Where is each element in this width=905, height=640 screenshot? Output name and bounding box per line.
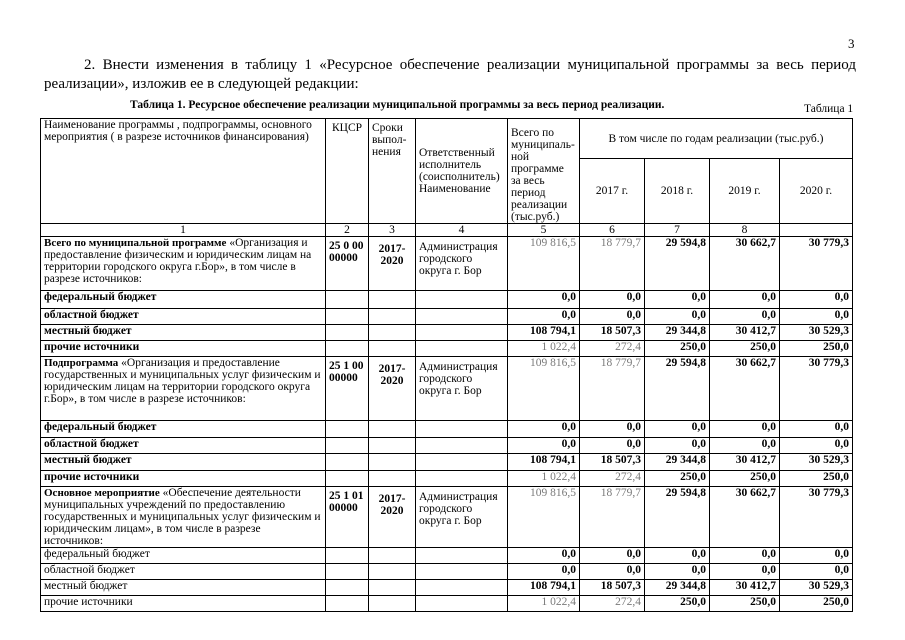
value-2019: 0,0: [710, 438, 780, 454]
source-row-federal: [41, 421, 853, 438]
value-2020: 0,0: [780, 548, 853, 564]
source-row-local: [41, 325, 853, 341]
header-year-2020: 2020 г.: [780, 159, 853, 224]
value-2020: 0,0: [780, 291, 853, 309]
value-2018: 0,0: [645, 438, 710, 454]
source-label: федеральный бюджет: [41, 548, 326, 564]
value-total: 108 794,1: [508, 325, 580, 341]
value-total: 108 794,1: [508, 580, 580, 596]
value-2018: 0,0: [645, 309, 710, 325]
value-total: 109 816,5: [508, 487, 580, 548]
source-label: областной бюджет: [41, 564, 326, 580]
col-number: 6: [580, 224, 645, 237]
intro-text: 2. Внести изменения в таблицу 1 «Ресурсное обеспечение реализации муниципальной программы за весь период реализации», изложив ее в следующей редакции:: [44, 57, 856, 92]
source-label: областной бюджет: [41, 309, 326, 325]
column-number-row: [41, 224, 853, 237]
value-2019: 30 412,7: [710, 454, 780, 471]
source-label: федеральный бюджет: [41, 421, 326, 438]
section-executor: Администрация городского округа г. Бор: [416, 237, 508, 291]
value-2019: 0,0: [710, 564, 780, 580]
value-2017: 0,0: [580, 291, 645, 309]
section-years: 2017-2020: [369, 237, 416, 291]
intro-paragraph: [44, 56, 856, 94]
source-row-regional: [41, 564, 853, 580]
value-2018: 29 594,8: [645, 487, 710, 548]
col-number: 8: [710, 224, 780, 237]
col-number: 7: [645, 224, 710, 237]
section-years: 2017-2020: [369, 487, 416, 548]
value-total: 109 816,5: [508, 237, 580, 291]
source-row-other: [41, 341, 853, 357]
source-label: местный бюджет: [41, 454, 326, 471]
header-total: Всего по муниципаль-ной программе за весь период реализации (тыс.руб.): [508, 119, 580, 224]
value-2020: 0,0: [780, 421, 853, 438]
section-row-program: [41, 237, 853, 291]
source-row-regional: [41, 438, 853, 454]
source-row-local: [41, 454, 853, 471]
header-terms: Сроки выпол-нения: [369, 119, 416, 224]
value-2020: 250,0: [780, 341, 853, 357]
value-2017: 18 779,7: [580, 357, 645, 421]
section-title-bold: Всего по муниципальной программе: [44, 237, 227, 249]
section-executor: Администрация городского округа г. Бор: [416, 357, 508, 421]
header-by-years: В том числе по годам реализации (тыс.руб.): [580, 119, 853, 159]
col-number: 2: [326, 224, 369, 237]
value-2019: 250,0: [710, 596, 780, 612]
value-2017: 0,0: [580, 421, 645, 438]
header-year-2018: 2018 г.: [645, 159, 710, 224]
source-row-regional: [41, 309, 853, 325]
value-2018: 29 344,8: [645, 580, 710, 596]
value-2018: 250,0: [645, 341, 710, 357]
col-number: 3: [369, 224, 416, 237]
source-label: прочие источники: [41, 341, 326, 357]
value-total: 109 816,5: [508, 357, 580, 421]
header-kcsr: КЦСР: [326, 119, 369, 224]
value-2018: 29 344,8: [645, 454, 710, 471]
value-2017: 0,0: [580, 438, 645, 454]
value-2020: 250,0: [780, 596, 853, 612]
value-2019: 30 662,7: [710, 487, 780, 548]
source-row-other: [41, 471, 853, 487]
value-2017: 18 507,3: [580, 580, 645, 596]
source-row-federal: [41, 291, 853, 309]
value-total: 0,0: [508, 548, 580, 564]
value-2019: 30 662,7: [710, 357, 780, 421]
value-2020: 0,0: [780, 564, 853, 580]
value-2019: 0,0: [710, 421, 780, 438]
value-2020: 0,0: [780, 438, 853, 454]
section-row-subprogram: [41, 357, 853, 421]
value-total: 0,0: [508, 438, 580, 454]
header-executor: Ответственный исполнитель (соисполнитель) Наименование: [416, 119, 508, 224]
source-label: федеральный бюджет: [41, 291, 326, 309]
value-2019: 250,0: [710, 471, 780, 487]
value-2018: 0,0: [645, 291, 710, 309]
section-code: 25 1 01 00000: [326, 487, 369, 548]
value-total: 0,0: [508, 309, 580, 325]
source-label: областной бюджет: [41, 438, 326, 454]
col-number: 5: [508, 224, 580, 237]
section-title-rest: «Организация и предоставление государственных и муниципальных услуг физическим и юридическим лицам на территории городского округа г.Бор», в том числе в разрезе источников:: [44, 357, 321, 405]
header-row-1: [41, 119, 853, 159]
value-2017: 272,4: [580, 596, 645, 612]
value-2017: 0,0: [580, 548, 645, 564]
value-total: 1 022,4: [508, 471, 580, 487]
value-2019: 0,0: [710, 548, 780, 564]
value-2017: 0,0: [580, 309, 645, 325]
resource-table: [40, 118, 853, 612]
value-2020: 30 529,3: [780, 580, 853, 596]
value-2018: 0,0: [645, 548, 710, 564]
source-label: местный бюджет: [41, 580, 326, 596]
section-title-rest: «Организация и предоставление физическим и юридическим лицам на территории городского округа г.Бор», в том числе в разрезе источников:: [44, 237, 312, 285]
value-2018: 0,0: [645, 421, 710, 438]
value-total: 1 022,4: [508, 341, 580, 357]
col-number: 4: [416, 224, 508, 237]
value-total: 0,0: [508, 291, 580, 309]
value-2017: 0,0: [580, 564, 645, 580]
value-2020: 0,0: [780, 309, 853, 325]
value-2017: 18 507,3: [580, 454, 645, 471]
value-2018: 250,0: [645, 596, 710, 612]
section-title-bold: Основное мероприятие: [44, 487, 160, 499]
col-number: 1: [41, 224, 326, 237]
source-row-federal: [41, 548, 853, 564]
source-label: местный бюджет: [41, 325, 326, 341]
value-2020: 30 529,3: [780, 454, 853, 471]
value-2020: 250,0: [780, 471, 853, 487]
section-title: [41, 487, 326, 548]
value-2017: 272,4: [580, 471, 645, 487]
source-row-local: [41, 580, 853, 596]
source-label: прочие источники: [41, 596, 326, 612]
value-2018: 29 344,8: [645, 325, 710, 341]
value-2020: 30 529,3: [780, 325, 853, 341]
value-total: 108 794,1: [508, 454, 580, 471]
value-2019: 30 412,7: [710, 580, 780, 596]
value-2020: 30 779,3: [780, 237, 853, 291]
value-2017: 18 507,3: [580, 325, 645, 341]
value-2017: 18 779,7: [580, 487, 645, 548]
header-year-2017: 2017 г.: [580, 159, 645, 224]
value-total: 0,0: [508, 564, 580, 580]
header-name: Наименование программы , подпрограммы, основного мероприятия ( в разрезе источников финансирования): [41, 119, 326, 224]
value-2017: 272,4: [580, 341, 645, 357]
value-2019: 30 662,7: [710, 237, 780, 291]
value-2018: 250,0: [645, 471, 710, 487]
section-title-bold: Подпрограмма: [44, 357, 119, 369]
value-2019: 0,0: [710, 309, 780, 325]
section-code: 25 1 00 00000: [326, 357, 369, 421]
col-number: [780, 224, 853, 237]
section-code: 25 0 00 00000: [326, 237, 369, 291]
value-2019: 250,0: [710, 341, 780, 357]
source-label: прочие источники: [41, 471, 326, 487]
section-title: [41, 357, 326, 421]
value-2020: 30 779,3: [780, 487, 853, 548]
value-2019: 30 412,7: [710, 325, 780, 341]
table-caption: Таблица 1. Ресурсное обеспечение реализации муниципальной программы за весь период реализации.: [130, 99, 665, 111]
value-2018: 29 594,8: [645, 237, 710, 291]
section-row-main-activity: [41, 487, 853, 548]
value-2017: 18 779,7: [580, 237, 645, 291]
value-2018: 29 594,8: [645, 357, 710, 421]
section-title: [41, 237, 326, 291]
page-number: 3: [848, 36, 855, 51]
value-2019: 0,0: [710, 291, 780, 309]
value-total: 0,0: [508, 421, 580, 438]
value-2018: 0,0: [645, 564, 710, 580]
section-title-rest: «Обеспечение деятельности муниципальных учреждений по предоставлению государственных и муниципальных услуг физическим и юридическим лицам», в том числе в разрезе источников:: [44, 487, 321, 547]
header-year-2019: 2019 г.: [710, 159, 780, 224]
section-executor: Администрация городского округа г. Бор: [416, 487, 508, 548]
value-2020: 30 779,3: [780, 357, 853, 421]
table-corner-label: Таблица 1: [804, 103, 854, 115]
value-total: 1 022,4: [508, 596, 580, 612]
section-years: 2017-2020: [369, 357, 416, 421]
source-row-other: [41, 596, 853, 612]
